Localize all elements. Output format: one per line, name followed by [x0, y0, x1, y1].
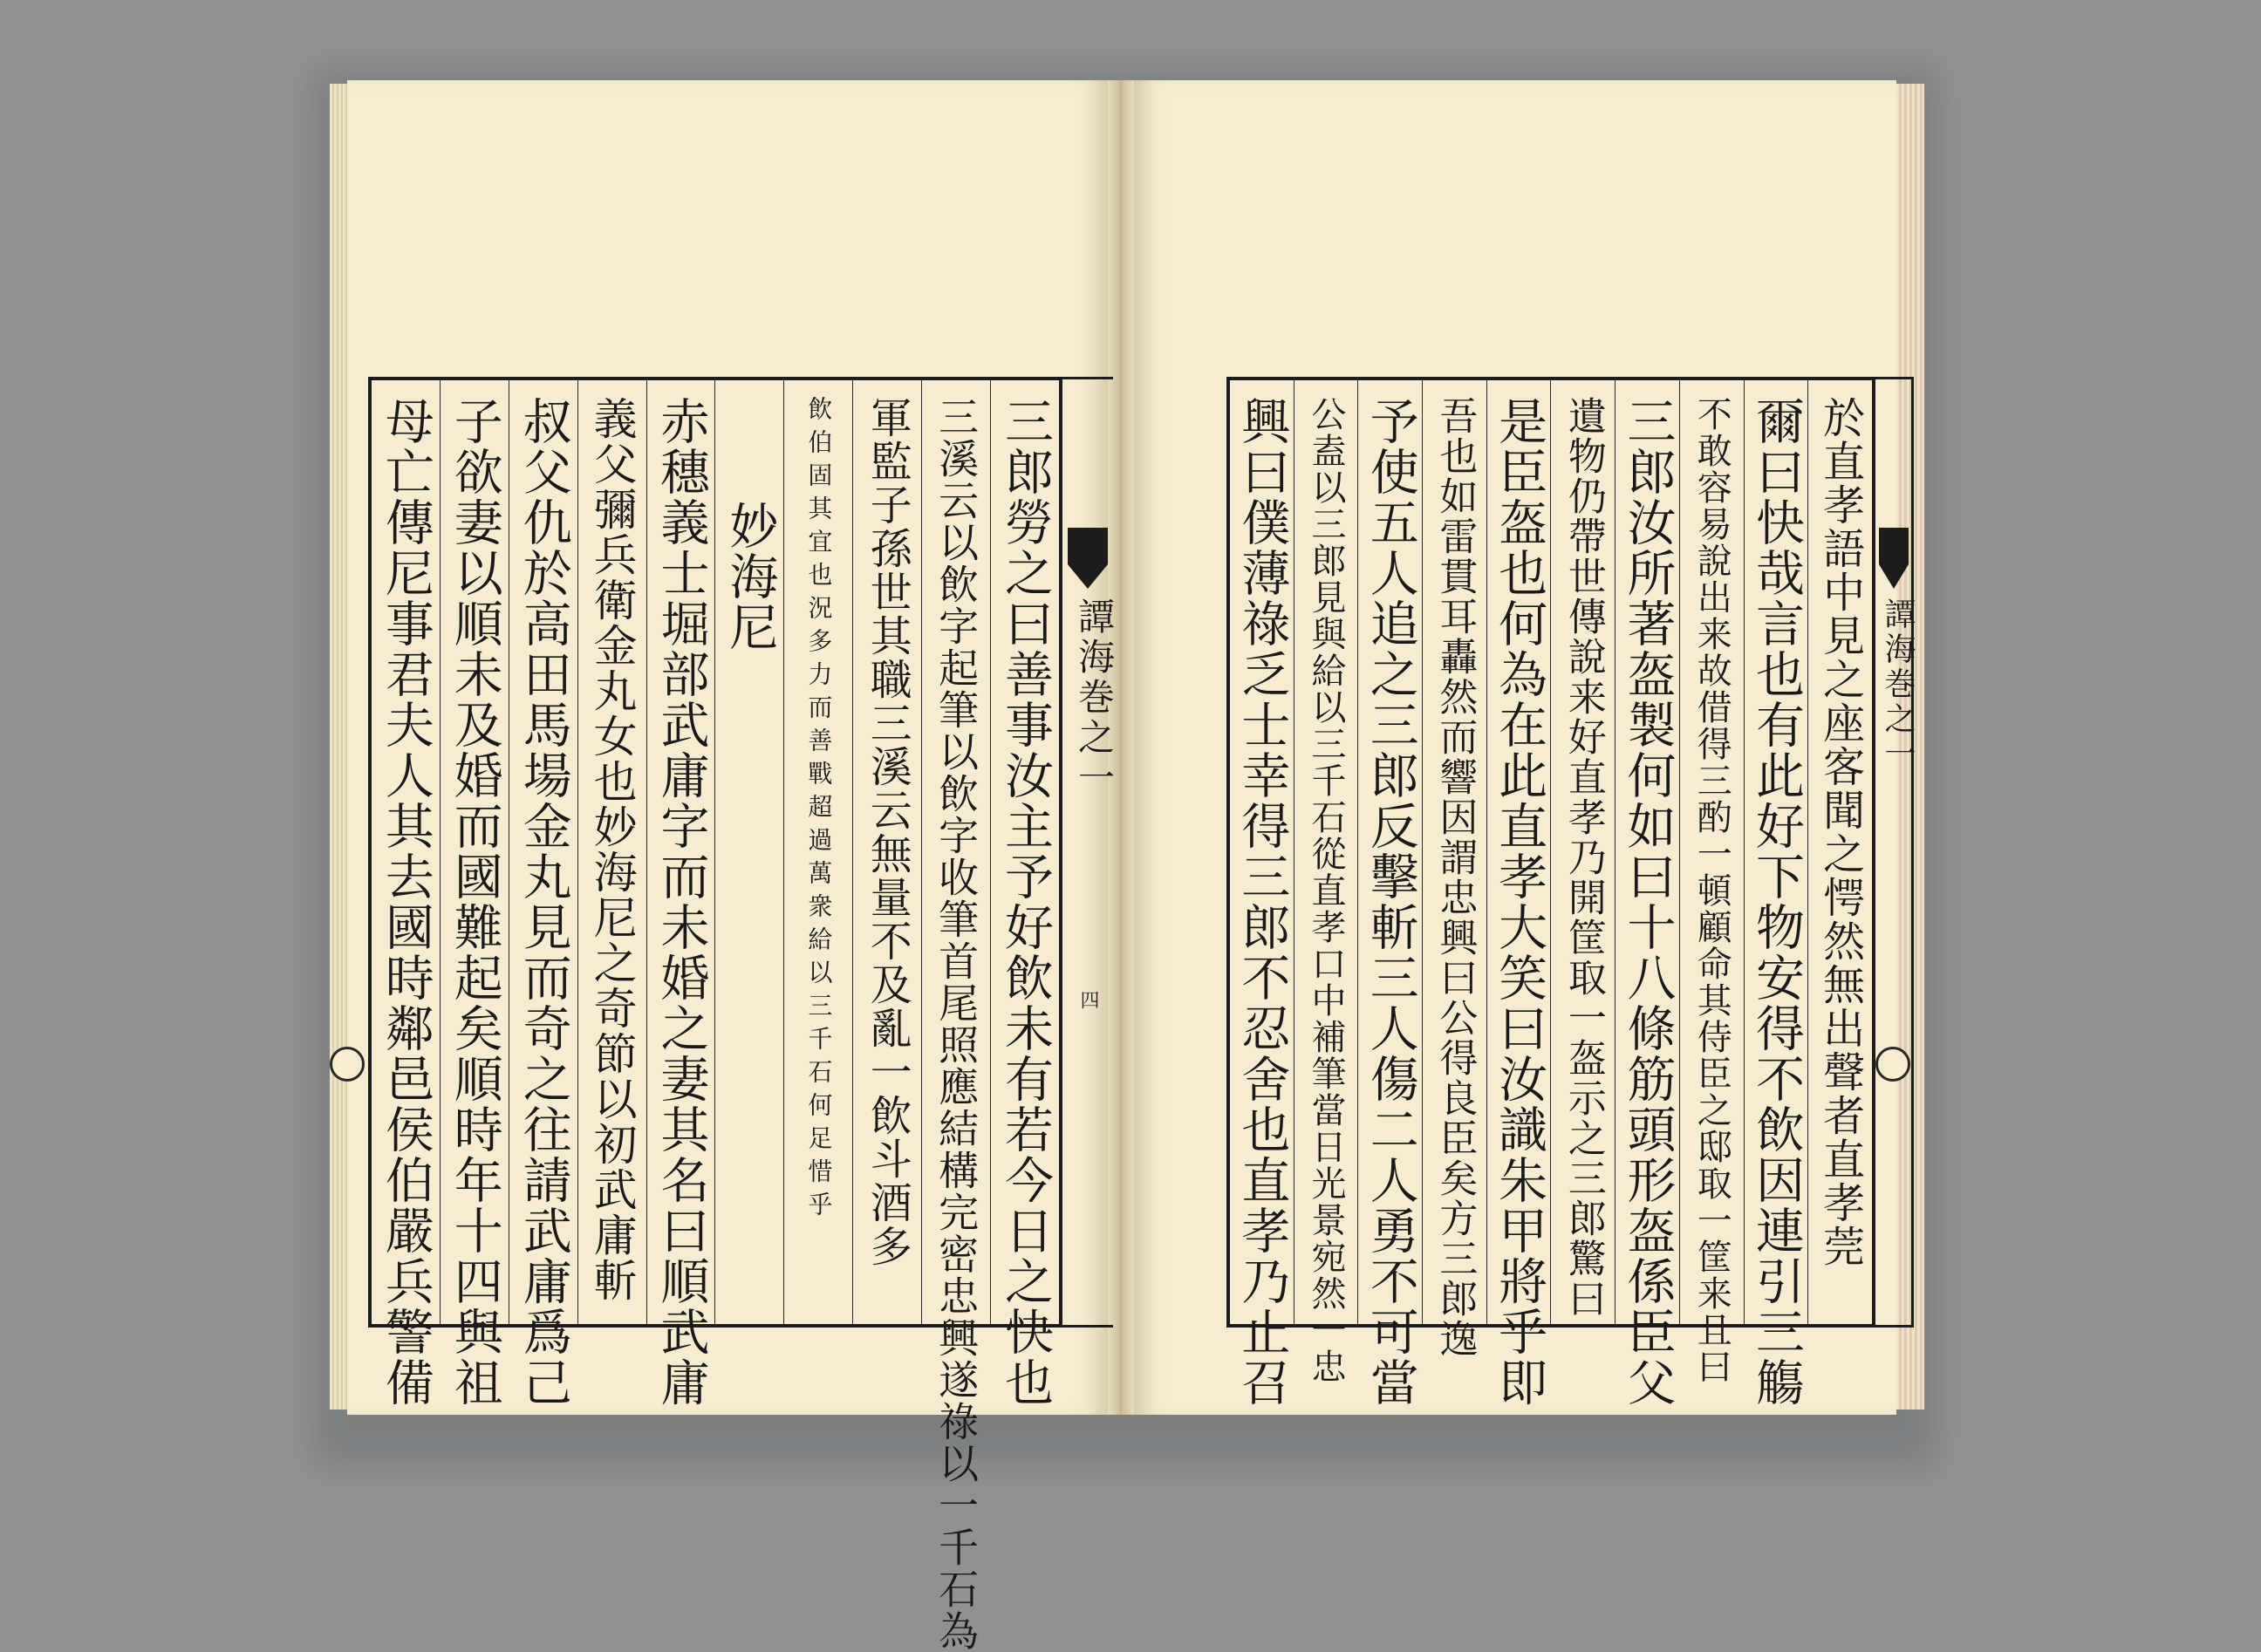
text-column: 興曰僕薄祿乏士幸得三郎不忍舍也直孝乃止召 [1233, 396, 1291, 1408]
text-column: 叔父仇於高田馬場金丸見而奇之往請武庸爲己 [515, 396, 572, 1408]
right-column-5 [1550, 380, 1615, 1324]
right-column-6 [1486, 380, 1551, 1408]
text-column: 是臣盔也何為在此直孝大笑曰汝識朱甲將乎即 [1491, 396, 1548, 1408]
text-column: 義父彌兵衛金丸女也妙海尼之奇節以初武庸斬 [586, 396, 638, 1303]
right-column-3 [1679, 380, 1744, 1385]
text-column: 子欲妻以順未及婚而國難起矣順時年十四與祖 [446, 396, 503, 1408]
book-title-margin: 譚海巻之一 [1880, 597, 1916, 772]
right-column-9 [1294, 380, 1358, 1385]
left-column-3 [852, 380, 921, 1324]
right-columns [1230, 380, 1872, 1408]
left-column-5 [714, 380, 783, 1324]
right-text-frame [1226, 377, 1875, 1408]
fish-tail-mark [1068, 528, 1108, 589]
left-column-7 [577, 380, 646, 1324]
left-columns [372, 380, 1059, 1652]
left-column-6 [646, 380, 715, 1408]
text-column: 三郎勞之曰善事汝主予好飲未有若今日之快也 [997, 396, 1055, 1408]
text-column: 飲伯固其宜也況多力而善戰超過萬衆給以三千石何足惜乎 [804, 396, 834, 1225]
text-column: 三郎汝所著盔製何如曰十八條筋頭形盔係臣父 [1619, 396, 1677, 1408]
right-column-7 [1422, 380, 1486, 1359]
right-column-8 [1357, 380, 1422, 1408]
right-column-2 [1744, 380, 1808, 1408]
left-text-frame [368, 377, 1062, 1652]
page-number: 四 [1077, 990, 1099, 1009]
text-column: 吾也如雷貫耳轟然而響因謂忠興曰公得良臣矣方三郎逸 [1432, 396, 1478, 1359]
right-column-1 [1807, 380, 1872, 1324]
left-column-8 [509, 380, 577, 1408]
left-column-10 [372, 380, 440, 1408]
binding-hole-mark [330, 1047, 365, 1082]
text-column: 爾曰快哉言也有此好下物安得不飲因連引三觴 [1747, 396, 1805, 1408]
fish-tail-mark [1879, 528, 1909, 589]
right-column-4 [1615, 380, 1679, 1408]
left-column-4 [783, 380, 852, 1324]
left-column-1 [990, 380, 1059, 1408]
text-column: 赤穗義士堀部武庸字而未婚之妻其名曰順武庸 [652, 396, 710, 1408]
section-title: 妙海尼 [721, 501, 779, 652]
left-column-2 [921, 380, 990, 1652]
binding-hole-mark [1875, 1047, 1910, 1082]
text-column: 母亡傳尼事君夫人其去國時鄰邑侯伯嚴兵警備 [377, 396, 434, 1408]
text-column: 不敢容易說出来故借得三酌一頓顧命其侍臣之邸取一筐来且曰 [1691, 396, 1732, 1385]
book-title-margin: 譚海巻之一 [1073, 597, 1116, 798]
right-fore-edge-margin [1875, 377, 1914, 1328]
text-column: 三溪云以飲字起筆以飲字收筆首尾照應結構完密忠興遂祿以一千石為 [932, 396, 980, 1652]
text-column: 予使五人追之三郎反擊斬三人傷二人勇不可當 [1362, 396, 1419, 1408]
text-column: 軍監子孫世其職三溪云無量不及亂一飲斗酒多 [863, 396, 912, 1268]
left-column-9 [440, 380, 509, 1408]
left-fore-edge-margin [1062, 377, 1116, 1328]
right-column-10 [1230, 380, 1294, 1408]
text-column: 遺物仍帶世傳說来好直孝乃開筐取一盔示之三郎驚曰 [1561, 396, 1606, 1319]
text-column: 公盍以三郎見與給以三千石從直孝口中補筆當日光景宛然一忠 [1306, 396, 1347, 1385]
text-column: 於直孝語中見之座客聞之愕然無出聲者直孝莞 [1815, 396, 1865, 1268]
